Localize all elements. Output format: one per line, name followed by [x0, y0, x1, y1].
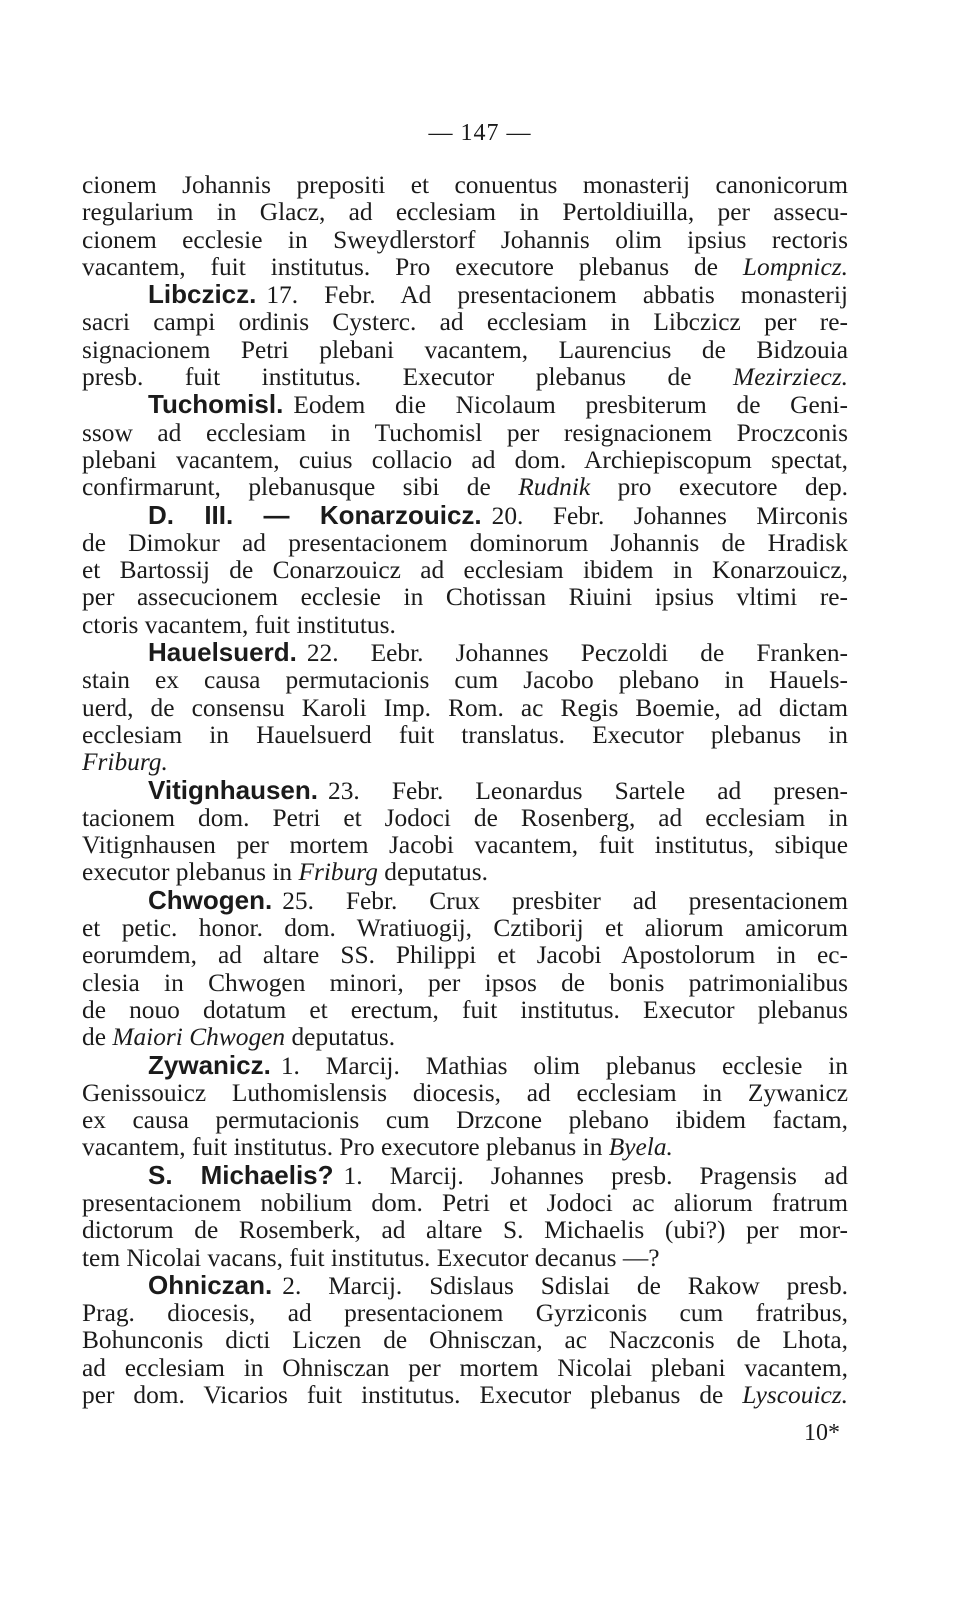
- text-line: [82, 639, 848, 667]
- text-line: [82, 722, 848, 749]
- text-line: [82, 1217, 848, 1244]
- text-run: vacantem, fuit institutus. Pro executore plebanus de: [82, 252, 743, 281]
- text-run: Eodem die Nicolaum presbiterum de Geni-: [293, 391, 848, 420]
- text-run: tem Nicolai vacans, fuit institutus. Executor decanus —?: [82, 1243, 660, 1272]
- page-number: — 147 —: [428, 120, 532, 146]
- text-line: [82, 1107, 848, 1134]
- text-run: Bohunconis dicti Liczen de Ohnisczan, ac Naczconis de Lhota,: [82, 1326, 848, 1355]
- text-run: per dom. Vicarios fuit institutus. Executor plebanus de: [82, 1381, 743, 1410]
- text-run: signacionem Petri plebani vacantem, Laurencius de Bidzouia: [82, 335, 848, 364]
- text-line: [82, 199, 848, 226]
- italic-place: Rudnik: [518, 473, 591, 502]
- text-run: presb. fuit institutus. Executor plebanus de: [82, 363, 734, 392]
- text-line: [82, 774, 848, 805]
- entry-heading: Ohniczan.: [148, 1269, 273, 1300]
- text-line: [82, 942, 848, 969]
- text-run: 1. Marcij. Johannes presb. Pragensis ad: [343, 1161, 848, 1190]
- text-line: [82, 612, 848, 639]
- text-line: [82, 1024, 848, 1051]
- text-line: [82, 584, 848, 611]
- entry-heading: Libczicz.: [148, 279, 257, 310]
- text-line: [82, 749, 848, 776]
- text-run: tacionem dom. Petri et Jodoci de Rosenberg, ad ecclesiam in: [82, 803, 848, 832]
- text-line: [82, 337, 848, 364]
- text-line: [82, 254, 848, 281]
- text-line: [82, 364, 848, 391]
- text-run: ctoris vacantem, fuit institutus.: [82, 610, 396, 639]
- text-run: clesia in Chwogen minori, per ipsos de bonis patrimonialibus: [82, 968, 848, 997]
- text-run: 17. Febr. Ad presentacionem abbatis monasterij: [266, 281, 848, 310]
- text-run: de nouo dotatum et erectum, fuit institutus. Executor plebanus: [82, 995, 848, 1024]
- text-run: stain ex causa permutacionis cum Jacobo plebano in Hauels-: [82, 666, 848, 695]
- text-line: [82, 1269, 848, 1300]
- text-run: confirmarunt, plebanusque sibi de: [82, 473, 519, 502]
- text-line: [82, 884, 848, 915]
- body-text: [82, 172, 848, 1409]
- text-run: 2. Marcij. Sdislaus Sdislai de Rakow presb.: [282, 1271, 848, 1300]
- text-run: et Bartossij de Conarzouicz ad ecclesiam ibidem in Konarzouicz,: [82, 556, 848, 585]
- text-line: [82, 1245, 848, 1272]
- text-run: regularium in Glacz, ad ecclesiam in Pertoldiuilla, per assecu-: [82, 198, 848, 227]
- text-run: de Dimokur ad presentacionem dominorum Johannis de Hradisk: [82, 528, 848, 557]
- text-line: [82, 447, 848, 474]
- text-line: [82, 1300, 848, 1327]
- text-run: cionem Johannis prepositi et conuentus monasterij canonicorum: [82, 171, 848, 199]
- text-run: Genissouicz Luthomislensis diocesis, ad ecclesiam in Zywanicz: [82, 1078, 848, 1107]
- text-run: 1. Marcij. Mathias olim plebanus ecclesie in: [280, 1051, 848, 1080]
- text-line: [82, 915, 848, 942]
- text-line: [82, 172, 848, 199]
- text-line: [82, 1355, 848, 1382]
- text-run: ecclesiam in Hauelsuerd fuit translatus. Executor plebanus in: [82, 720, 848, 749]
- italic-place: Friburg: [298, 858, 378, 887]
- text-line: [82, 859, 848, 886]
- italic-place: Mezirziecz.: [733, 363, 848, 392]
- italic-place: Friburg.: [82, 748, 168, 777]
- text-line: [82, 1159, 848, 1190]
- text-line: [82, 1382, 848, 1409]
- text-line: [82, 1134, 848, 1161]
- text-line: [82, 832, 848, 859]
- text-line: [82, 1327, 848, 1354]
- text-run: Vitignhausen per mortem Jacobi vacantem, fuit institutus, sibique: [82, 831, 848, 860]
- text-run: et petic. honor. dom. Wratiuogij, Cztiborij et aliorum amicorum: [82, 914, 848, 943]
- text-run: executor plebanus in: [82, 858, 299, 887]
- entry-heading: Tuchomisl.: [148, 389, 284, 420]
- text-run: 23. Febr. Leonardus Sartele ad presen-: [328, 776, 848, 805]
- text-line: [82, 997, 848, 1024]
- text-line: [82, 1190, 848, 1217]
- text-line: [82, 281, 848, 309]
- text-run: dictorum de Rosemberk, ad altare S. Michaelis (ubi?) per mor-: [82, 1216, 848, 1245]
- text-line: [82, 557, 848, 584]
- text-line: [82, 530, 848, 557]
- text-run: cionem ecclesie in Sweydlerstorf Johannis olim ipsius rectoris: [82, 225, 848, 254]
- text-line: [82, 499, 848, 530]
- entry-heading: Vitignhausen.: [148, 774, 318, 805]
- text-line: [82, 227, 848, 254]
- text-line: [82, 474, 848, 501]
- entry-heading: Hauelsuerd.: [148, 637, 297, 668]
- text-line: [82, 805, 848, 832]
- text-run: ex causa permutacionis cum Drzcone plebano ibidem factam,: [82, 1106, 848, 1135]
- text-line: [82, 1049, 848, 1080]
- text-line: [82, 695, 848, 722]
- entry-heading: Zywanicz.: [148, 1049, 271, 1080]
- text-line: [82, 667, 848, 694]
- text-run: per assecucionem ecclesie in Chotissan Riuini ipsius vltimi re-: [82, 583, 848, 612]
- text-run: deputatus.: [377, 858, 488, 887]
- text-run: ssow ad ecclesiam in Tuchomisl per resignacionem Proczconis: [82, 418, 848, 447]
- text-run: presentacionem nobilium dom. Petri et Jodoci ac aliorum fratrum: [82, 1188, 848, 1217]
- text-run: eorumdem, ad altare SS. Philippi et Jacobi Apostolorum in ec-: [82, 941, 848, 970]
- text-run: 25. Febr. Crux presbiter ad presentacionem: [282, 886, 848, 915]
- text-run: deputatus.: [285, 1023, 396, 1052]
- text-line: [82, 309, 848, 336]
- text-line: [82, 391, 848, 419]
- text-run: sacri campi ordinis Cysterc. ad ecclesiam in Libczicz per re-: [82, 308, 848, 337]
- text-run: plebani vacantem, cuius collacio ad dom. Archiepiscopum spectat,: [82, 445, 848, 474]
- text-run: pro executore dep.: [590, 473, 848, 502]
- text-run: 22. Eebr. Johannes Peczoldi de Franken-: [306, 639, 848, 668]
- italic-place: Lompnicz.: [742, 252, 848, 281]
- italic-place: Byela.: [608, 1133, 673, 1162]
- text-run: ad ecclesiam in Ohnisczan per mortem Nicolai plebani vacantem,: [82, 1353, 848, 1382]
- text-line: [82, 970, 848, 997]
- text-run: Prag. diocesis, ad presentacionem Gyrziconis cum fratribus,: [82, 1299, 848, 1328]
- text-run: vacantem, fuit institutus. Pro executore plebanus in: [82, 1133, 609, 1162]
- text-line: [82, 420, 848, 447]
- italic-place: Maiori Chwogen: [112, 1023, 286, 1052]
- entry-heading: D. III. — Konarzouicz.: [148, 499, 482, 530]
- signature-mark: 10*: [804, 1420, 840, 1446]
- italic-place: Lyscouicz.: [742, 1381, 848, 1410]
- text-run: uerd, de consensu Karoli Imp. Rom. ac Regis Boemie, ad dictam: [82, 693, 848, 722]
- text-run: de: [82, 1023, 113, 1052]
- text-line: [82, 1080, 848, 1107]
- entry-heading: Chwogen.: [148, 884, 273, 915]
- text-run: 20. Febr. Johannes Mirconis: [491, 501, 848, 530]
- entry-heading: S. Michaelis?: [148, 1159, 334, 1190]
